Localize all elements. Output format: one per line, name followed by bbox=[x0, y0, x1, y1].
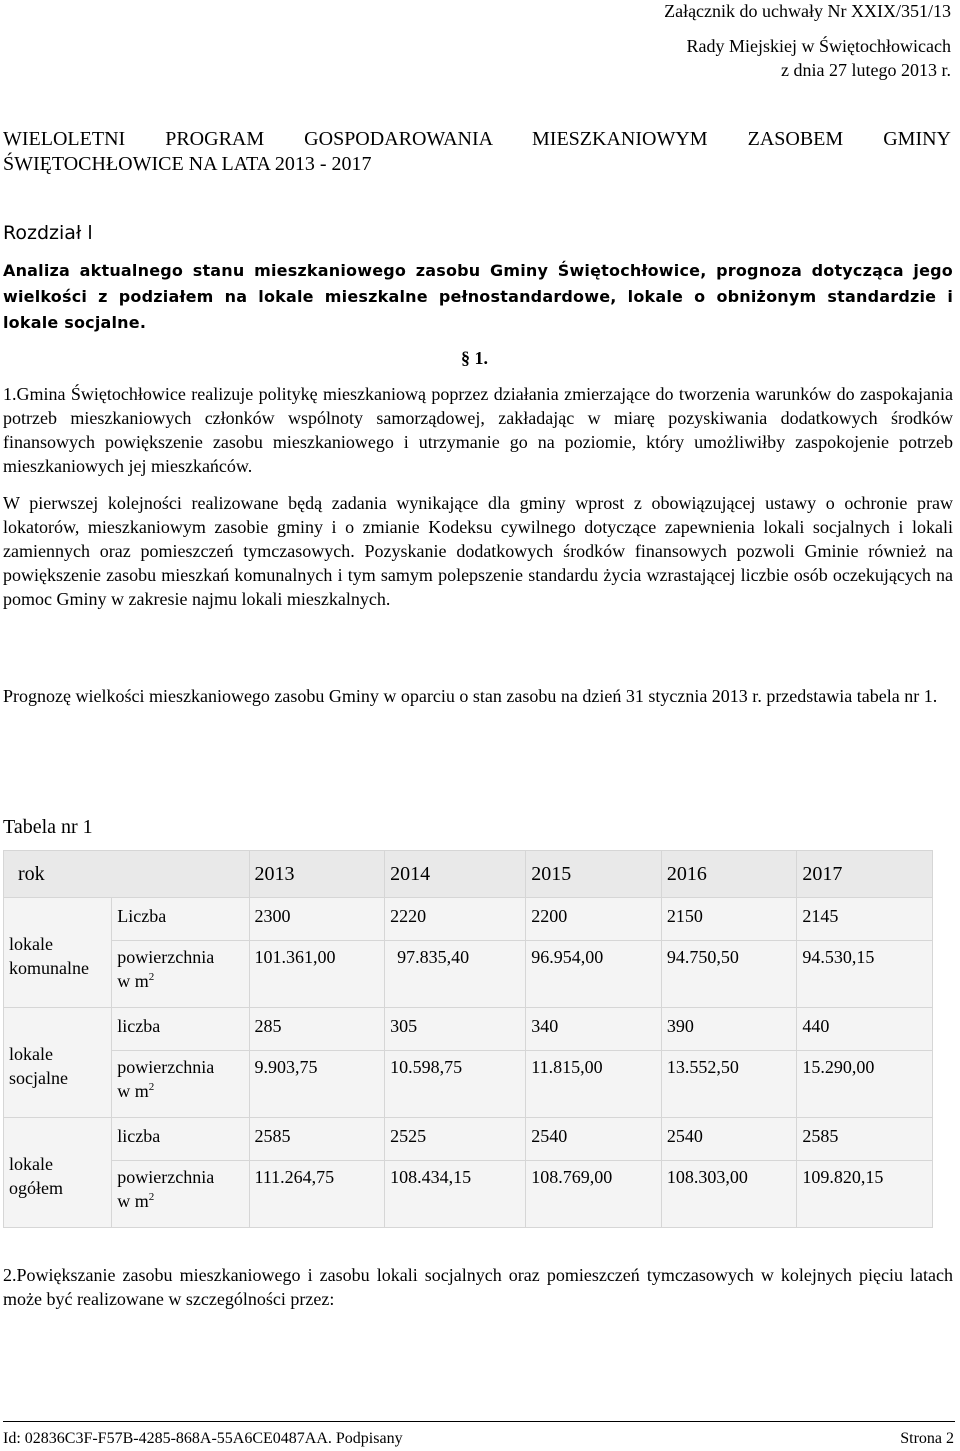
table-cell: 2585 bbox=[249, 1118, 385, 1161]
table-cell: 108.303,00 bbox=[661, 1161, 797, 1228]
header-cell-year: 2014 bbox=[385, 851, 526, 898]
header-cell-rok: rok bbox=[4, 851, 250, 898]
paragraph-2: W pierwszej kolejności realizowane będą zadania wynikające dla gminy wprost z obowiązującej ustawy o ochronie praw lokatorów, mieszkaniowym zasobie gminy i o zmianie Kodeksu cywilnego dotyczące zapewnienia lokali socjalnych i lokali zamiennych oraz pomieszczeń tymczasowych. Pozyskanie dodatkowych środków finansowych pozwoli Gminie również na powiększenie zasobu mieszkań komunalnych i tym samym polepszenie standardu życia wzrastającej liczbie osób oczekujących na pomoc Gminy w zakresie najmu lokali mieszkalnych. bbox=[3, 493, 953, 609]
table-cell: 111.264,75 bbox=[249, 1161, 385, 1228]
table-cell: 10.598,75 bbox=[385, 1051, 526, 1118]
table-label: Tabela nr 1 bbox=[3, 816, 93, 838]
table-row bbox=[4, 1008, 933, 1051]
table-cell: 94.750,50 bbox=[661, 941, 797, 1008]
header-cell-year: 2017 bbox=[797, 851, 933, 898]
metric-label: Liczba bbox=[112, 898, 249, 941]
table-cell: 109.820,15 bbox=[797, 1161, 933, 1228]
table-cell: 94.530,15 bbox=[797, 941, 933, 1008]
area-unit: w m bbox=[117, 1081, 149, 1101]
attachment-header-line3: z dnia 27 lutego 2013 r. bbox=[781, 60, 951, 80]
analysis-heading: Analiza aktualnego stanu mieszkaniowego zasobu Gminy Świętochłowice, prognoza dotycząca jego wielkości z podziałem na lokale mieszkalne pełnostandardowe, lokale o obniżonym standardzie i lokale socjalne. bbox=[3, 261, 953, 332]
metric-label bbox=[112, 1161, 249, 1228]
table-cell: 2525 bbox=[385, 1118, 526, 1161]
header-cell-year: 2013 bbox=[249, 851, 385, 898]
metric-label bbox=[112, 1051, 249, 1118]
table-cell: 97.835,40 bbox=[385, 941, 526, 1008]
table-cell: 2540 bbox=[526, 1118, 662, 1161]
document-title-line1: WIELOLETNI PROGRAM GOSPODAROWANIA MIESZKANIOWYM ZASOBEM GMINY bbox=[3, 128, 951, 150]
chapter-heading: Rozdział l bbox=[3, 222, 93, 244]
document-title-line2: ŚWIĘTOCHŁOWICE NA LATA 2013 - 2017 bbox=[3, 153, 372, 175]
table-cell: 2145 bbox=[797, 898, 933, 941]
table-cell: 96.954,00 bbox=[526, 941, 662, 1008]
metric-label: liczba bbox=[112, 1118, 249, 1161]
area-unit-exponent: 2 bbox=[148, 1081, 155, 1093]
group-label-line: socjalne bbox=[9, 1068, 68, 1088]
paragraph-4: 2.Powiększanie zasobu mieszkaniowego i zasobu lokali socjalnych oraz pomieszczeń tymczasowych w kolejnych pięciu latach może być realizowane w szczególności przez: bbox=[3, 1265, 953, 1309]
area-label: powierzchnia bbox=[117, 1057, 215, 1077]
paragraph-1: 1.Gmina Świętochłowice realizuje politykę mieszkaniową poprzez działania zmierzające do tworzenia warunków do zaspokajania potrzeb mieszkaniowych członków wspólnoty samorządowej, zakładając w miarę pozyskiwania dodatkowych środków finansowych powiększenie zasobu mieszkaniowego i utrzymanie go na poziomie, który umożliwiłby zaspokojenie potrzeb mieszkaniowych jej mieszkańców. bbox=[3, 384, 953, 476]
table-cell: 285 bbox=[249, 1008, 385, 1051]
table-cell: 108.769,00 bbox=[526, 1161, 662, 1228]
paragraph-3: Prognozę wielkości mieszkaniowego zasobu Gminy w oparciu o stan zasobu na dzień 31 stycznia 2013 r. przedstawia tabela nr 1. bbox=[3, 686, 938, 706]
section-mark: § 1. bbox=[461, 348, 488, 368]
header-cell-year: 2015 bbox=[526, 851, 662, 898]
area-unit: w m bbox=[117, 971, 149, 991]
table-cell: 101.361,00 bbox=[249, 941, 385, 1008]
group-label-ogolem bbox=[4, 1118, 112, 1228]
area-label: powierzchnia bbox=[117, 1167, 215, 1187]
area-unit: w m bbox=[117, 1191, 149, 1211]
table-row bbox=[4, 1161, 933, 1228]
table-cell: 2540 bbox=[661, 1118, 797, 1161]
attachment-header-line2: Rady Miejskiej w Świętochłowicach bbox=[686, 36, 951, 56]
table-cell: 440 bbox=[797, 1008, 933, 1051]
table-row bbox=[4, 1051, 933, 1118]
table-header-row bbox=[4, 851, 933, 898]
group-label-line: komunalne bbox=[9, 958, 89, 978]
table-cell: 11.815,00 bbox=[526, 1051, 662, 1118]
group-label-line: ogółem bbox=[9, 1178, 63, 1198]
table-cell: 9.903,75 bbox=[249, 1051, 385, 1118]
group-label-line: lokale bbox=[9, 1044, 53, 1064]
table-row bbox=[4, 898, 933, 941]
table-cell: 2585 bbox=[797, 1118, 933, 1161]
footer-page-number: Strona 2 bbox=[900, 1430, 954, 1447]
attachment-header-line1: Załącznik do uchwały Nr XXIX/351/13 bbox=[664, 1, 951, 21]
group-label-komunalne bbox=[4, 898, 112, 1008]
header-cell-year: 2016 bbox=[661, 851, 797, 898]
table-cell: 390 bbox=[661, 1008, 797, 1051]
area-unit-exponent: 2 bbox=[148, 1191, 155, 1203]
table-row bbox=[4, 941, 933, 1008]
table-cell: 2220 bbox=[385, 898, 526, 941]
table-cell: 108.434,15 bbox=[385, 1161, 526, 1228]
table-cell: 340 bbox=[526, 1008, 662, 1051]
area-unit-exponent: 2 bbox=[148, 971, 155, 983]
table-cell: 305 bbox=[385, 1008, 526, 1051]
table-row bbox=[4, 1118, 933, 1161]
table-cell: 2300 bbox=[249, 898, 385, 941]
table-cell: 2150 bbox=[661, 898, 797, 941]
group-label-line: lokale bbox=[9, 934, 53, 954]
table-cell: 2200 bbox=[526, 898, 662, 941]
table-cell: 13.552,50 bbox=[661, 1051, 797, 1118]
area-label: powierzchnia bbox=[117, 947, 215, 967]
metric-label bbox=[112, 941, 249, 1008]
group-label-line: lokale bbox=[9, 1154, 53, 1174]
footer-divider bbox=[3, 1421, 955, 1422]
document-title bbox=[3, 127, 951, 177]
footer-document-id: Id: 02836C3F-F57B-4285-868A-55A6CE0487AA. Podpisany bbox=[3, 1430, 403, 1447]
table-cell: 15.290,00 bbox=[797, 1051, 933, 1118]
housing-table bbox=[3, 850, 933, 1228]
metric-label: liczba bbox=[112, 1008, 249, 1051]
group-label-socjalne bbox=[4, 1008, 112, 1118]
